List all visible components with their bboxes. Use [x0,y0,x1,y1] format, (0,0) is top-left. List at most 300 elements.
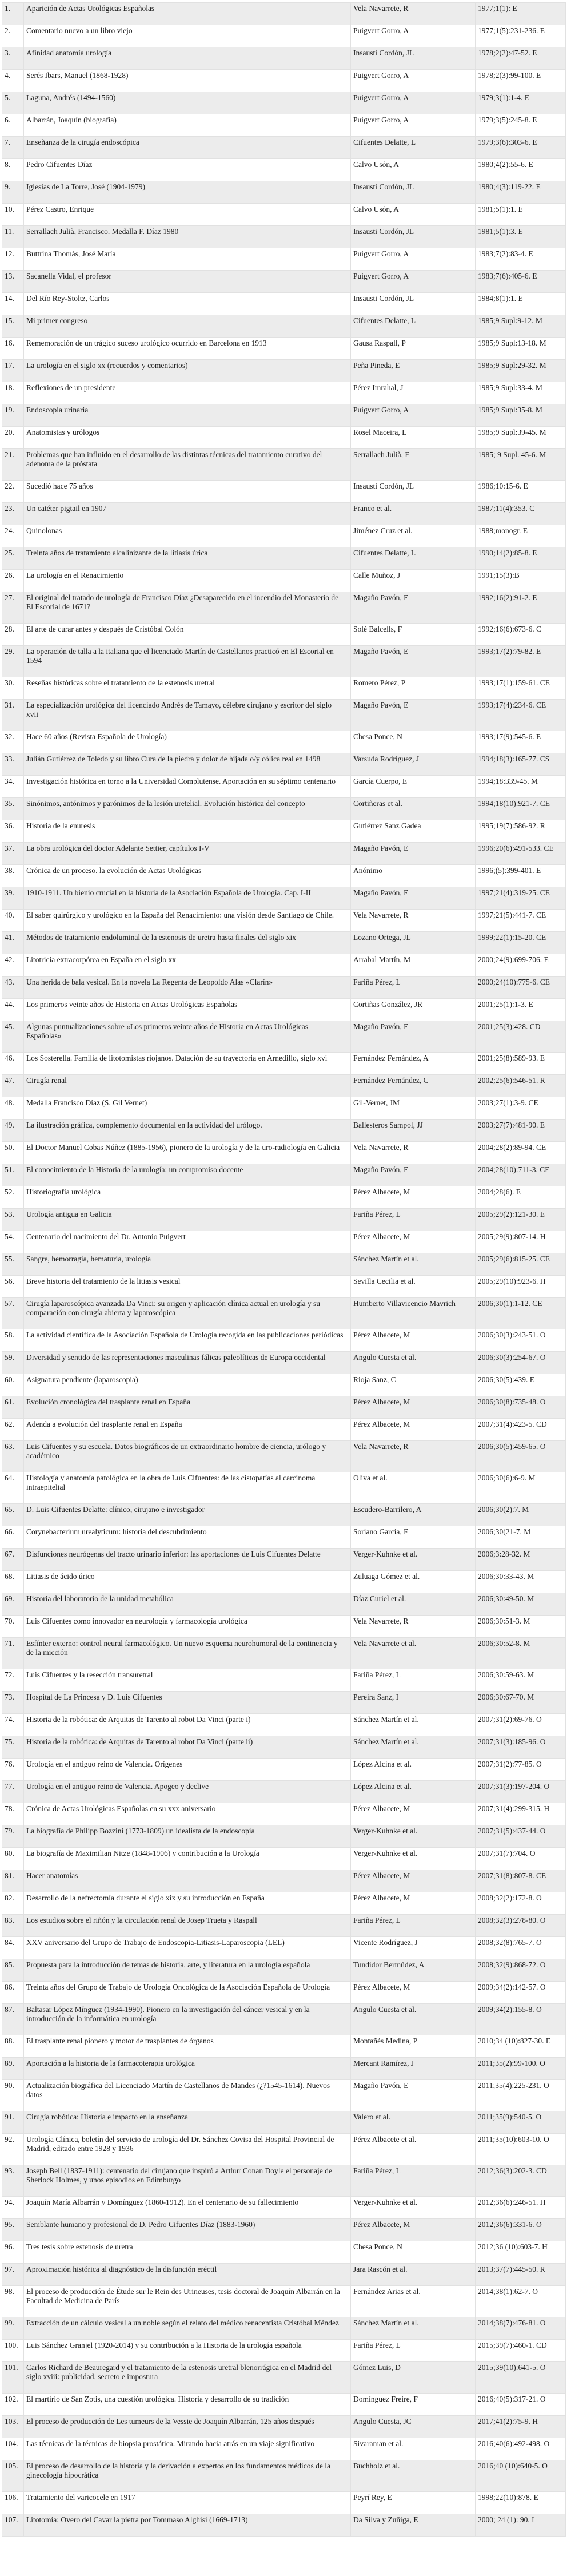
article-author: Verger-Kuhnke et al. [351,1825,476,1848]
article-title: Carlos Richard de Beauregard y el tratamiento de la estenosis uretral blenorrágica en el Madrid del siglo xviii: publicidad, secreto e impostura [24,2362,351,2394]
article-author: Arrabal Martín, M [351,954,476,977]
article-title: El Doctor Manuel Cobas Núñez (1885-1956), pionero de la urología y de la uro-radiología en Galicia [24,1142,351,1164]
row-number: 51. [2,1164,24,1186]
article-author: Ballesteros Sampol, JJ [351,1120,476,1142]
article-reference: 2012;36(3):202-3. CD [476,2165,566,2197]
article-title: Cirugía laparoscópica avanzada Da Vinci: su origen y aplicación clínica actual en urología y su comparación con cirugía abierta y laparoscópica [24,1298,351,1329]
table-row [2,2080,566,2111]
article-reference: 2008;32(8):765-7. O [476,1937,566,1959]
article-reference: 2008;32(3):278-80. O [476,1915,566,1937]
article-title: La urología en el Renacimiento [24,570,351,592]
table-row [2,865,566,887]
row-number: 24. [2,525,24,547]
table-row [2,1396,566,1419]
article-reference: 2007;31(3):185-96. O [476,1736,566,1759]
row-number: 93. [2,2165,24,2197]
article-author: Pérez Albacete, M [351,2219,476,2241]
row-number: 104. [2,2438,24,2460]
article-reference: 1996;20(6):491-533. CE [476,843,566,865]
article-author: Magaño Pavón, E [351,646,476,677]
article-reference: 1977;1(5):231-236. E [476,25,566,47]
row-number: 7. [2,137,24,159]
article-reference: 2004;28(2):89-94. CE [476,1142,566,1164]
article-title: Medalla Francisco Díaz (S. Gil Vernet) [24,1097,351,1120]
article-reference: 1978;2(3):99-100. E [476,70,566,92]
table-row [2,1669,566,1692]
article-author: Magaño Pavón, E [351,1021,476,1053]
table-row [2,1638,566,1669]
table-row [2,1504,566,1526]
row-number: 68. [2,1571,24,1593]
article-title: La urología en el siglo xx (recuerdos y comentarios) [24,360,351,382]
article-reference: 2007;31(7):704. O [476,1848,566,1870]
article-reference: 1984;8(1):1. E [476,293,566,315]
table-row [2,1231,566,1253]
row-number: 69. [2,1593,24,1616]
article-title: Urología en el antiguo reino de Valencia. Orígenes [24,1759,351,1781]
article-reference: 1991;15(3):B [476,570,566,592]
article-reference: 2006;30:51-3. M [476,1616,566,1638]
article-author: Cifuentes Delatte, L [351,315,476,338]
table-row [2,1329,566,1352]
table-row [2,731,566,753]
article-title: Buttrina Thomás, José María [24,248,351,271]
article-author: Insausti Cordón, JL [351,481,476,503]
article-reference: 1983;7(2):83-4. E [476,248,566,271]
article-reference: 2007;31(4):299-315. H [476,1803,566,1825]
row-number: 59. [2,1352,24,1374]
article-author: Pérez Albacete, M [351,1870,476,1892]
table-row [2,753,566,776]
article-reference: 1995;19(7):586-92. R [476,820,566,843]
row-number: 54. [2,1231,24,1253]
table-row [2,1298,566,1329]
table-row [2,1692,566,1714]
row-number: 9. [2,181,24,204]
table-row [2,114,566,137]
row-number: 78. [2,1803,24,1825]
row-number: 45. [2,1021,24,1053]
table-row [2,2394,566,2416]
article-title: Investigación histórica en torno a la Universidad Complutense. Aportación en su séptimo centenario [24,776,351,798]
article-reference: 2013;37(7):445-50. R [476,2264,566,2286]
article-author: Gutiérrez Sanz Gadea [351,820,476,843]
article-title: Desarrollo de la nefrectomía durante el siglo xix y su introducción en España [24,1892,351,1915]
article-title: Luis Sánchez Granjel (1920-2014) y su contribución a la Historia de la urología española [24,2340,351,2362]
article-reference: 2003;27(7):481-90. E [476,1120,566,1142]
article-author: Verger-Kuhnke et al. [351,1549,476,1571]
article-reference: 2007;31(8):807-8. CE [476,1870,566,1892]
row-number: 43. [2,977,24,999]
row-number: 47. [2,1075,24,1097]
article-title: Treinta años de tratamiento alcalinizante de la litiasis úrica [24,547,351,570]
article-author: Angulo Cuesta, JC [351,2416,476,2438]
article-author: Cortiñeras et al. [351,798,476,820]
table-row [2,798,566,820]
table-row [2,1759,566,1781]
table-row [2,1803,566,1825]
row-number: 100. [2,2340,24,2362]
article-reference: 2011;35(9):540-5. O [476,2111,566,2134]
table-row [2,843,566,865]
row-number: 6. [2,114,24,137]
row-number: 106. [2,2492,24,2514]
row-number: 102. [2,2394,24,2416]
row-number: 71. [2,1638,24,1669]
article-author: Vicente Rodríguez, J [351,1937,476,1959]
article-title: Litotricia extracorpórea en España en el siglo xx [24,954,351,977]
article-title: Sinónimos, antónimos y parónimos de la lesión uretelial. Evolución histórica del concepto [24,798,351,820]
article-author: Pérez Imrahal, J [351,382,476,404]
row-number: 33. [2,753,24,776]
article-title: Luis Cifuentes como innovador en neurología y farmacología urológica [24,1616,351,1638]
row-number: 85. [2,1959,24,1982]
article-author: Fariña Pérez, L [351,2340,476,2362]
table-row [2,25,566,47]
row-number: 44. [2,999,24,1021]
article-reference: 2006;30(5):459-65. O [476,1441,566,1472]
article-reference: 2009;34(2):142-57. O [476,1982,566,2004]
row-number: 60. [2,1374,24,1396]
article-title: El proceso de desarrollo de la historia y la derivación a expertos en los fundamentos médicos de la ginecología hipocrática [24,2460,351,2492]
row-number: 1. [2,3,24,25]
article-author: Cifuentes Delatte, L [351,547,476,570]
article-reference: 1985;9 Supl:29-32. M [476,360,566,382]
table-row [2,2197,566,2219]
article-reference: 1985;9 Supl:33-4. M [476,382,566,404]
article-reference: 1978;2(2):47-52. E [476,47,566,70]
article-reference: 1983;7(6):405-6. E [476,271,566,293]
table-row [2,954,566,977]
article-reference: 2006;30(1):1-12. CE [476,1298,566,1329]
table-row [2,570,566,592]
table-row [2,1352,566,1374]
article-author: Magaño Pavón, E [351,592,476,624]
article-reference: 2006;30(21-7. M [476,1526,566,1549]
table-row [2,1937,566,1959]
article-reference: 2002;25(6):546-51. R [476,1075,566,1097]
table-row [2,2134,566,2165]
table-row [2,1848,566,1870]
article-reference: 1985;9 Supl:13-18. M [476,338,566,360]
row-number: 67. [2,1549,24,1571]
article-reference: 2010;34 (10):827-30. E [476,2035,566,2058]
article-title: Propuesta para la introducción de temas de historia, arte, y literatura en la urología española [24,1959,351,1982]
article-reference: 1993;17(1):159-61. CE [476,677,566,700]
article-reference: 1977;1(1): E [476,3,566,25]
row-number: 82. [2,1892,24,1915]
row-number: 32. [2,731,24,753]
article-author: Vela Navarrete et al. [351,1638,476,1669]
table-row [2,2340,566,2362]
article-title: Extracción de un cálculo vesical a un noble según el relato del médico renacentista Cristóbal Méndez [24,2317,351,2340]
article-title: El trasplante renal pionero y motor de trasplantes de órganos [24,2035,351,2058]
article-author: Pérez Albacete, M [351,1396,476,1419]
row-number: 4. [2,70,24,92]
article-author: Puigvert Gorro, A [351,70,476,92]
table-row [2,2165,566,2197]
row-number: 27. [2,592,24,624]
article-author: Insausti Cordón, JL [351,293,476,315]
row-number: 98. [2,2286,24,2317]
article-title: Treinta años del Grupo de Trabajo de Urología Oncológica de la Asociación Española de Urología [24,1982,351,2004]
article-title: Urología antigua en Galicia [24,1209,351,1231]
table-row [2,1021,566,1053]
article-reference: 2007;31(2):77-85. O [476,1759,566,1781]
article-title: Diversidad y sentido de las representaciones masculinas fálicas paleolíticas de Europa occidental [24,1352,351,1374]
article-reference: 2012;36(6):246-51. H [476,2197,566,2219]
article-title: Una herida de bala vesical. En la novela La Regenta de Leopoldo Alas «Clarín» [24,977,351,999]
article-author: Pérez Albacete, M [351,1186,476,1209]
table-row [2,2035,566,2058]
table-row [2,1915,566,1937]
table-row [2,92,566,114]
article-title: Cirugía renal [24,1075,351,1097]
article-reference: 2008;32(9):868-72. O [476,1959,566,1982]
article-author: Rosel Maceira, L [351,427,476,449]
article-title: Los estudios sobre el riñón y la circulación renal de Josep Trueta y Raspall [24,1915,351,1937]
article-author: Puigvert Gorro, A [351,248,476,271]
row-number: 63. [2,1441,24,1472]
table-row [2,700,566,731]
article-title: Tratamiento del varicocele en 1917 [24,2492,351,2514]
article-reference: 1994;18(10):921-7. CE [476,798,566,820]
article-reference: 2005;29(10):923-6. H [476,1276,566,1298]
row-number: 77. [2,1781,24,1803]
article-author: Vela Navarrete, R [351,1142,476,1164]
article-title: Reflexiones de un presidente [24,382,351,404]
article-reference: 2011;35(10):603-10. O [476,2134,566,2165]
table-row [2,181,566,204]
row-number: 79. [2,1825,24,1848]
article-author: Fariña Pérez, L [351,1209,476,1231]
row-number: 10. [2,204,24,226]
row-number: 3. [2,47,24,70]
article-title: Del Río Rey-Stoltz, Carlos [24,293,351,315]
row-number: 94. [2,2197,24,2219]
table-row [2,2219,566,2241]
article-title: Serrallach Julià, Francisco. Medalla F. Díaz 1980 [24,226,351,248]
article-reference: 2017;41(2):75-9. H [476,2416,566,2438]
article-author: Magaño Pavón, E [351,1164,476,1186]
article-author: Jiménez Cruz et al. [351,525,476,547]
article-author: Humberto Villavicencio Mavrich [351,1298,476,1329]
article-author: Fariña Pérez, L [351,1915,476,1937]
row-number: 73. [2,1692,24,1714]
article-reference: 1992;16(2):91-2. E [476,592,566,624]
table-row [2,2286,566,2317]
article-reference: 2003;27(1):3-9. CE [476,1097,566,1120]
article-author: Insausti Cordón, JL [351,226,476,248]
table-row [2,70,566,92]
article-reference: 2006;30:52-8. M [476,1638,566,1669]
article-title: El arte de curar antes y después de Cristóbal Colón [24,624,351,646]
table-row [2,2004,566,2035]
table-row [2,1870,566,1892]
table-row [2,547,566,570]
article-title: 1910-1911. Un bienio crucial en la historia de la Asociación Española de Urología. Cap. I-II [24,887,351,910]
row-number: 20. [2,427,24,449]
article-author: Solé Balcells, F [351,624,476,646]
article-reference: 2007;31(5):437-44. O [476,1825,566,1848]
article-reference: 2012;36 (10):603-7. H [476,2241,566,2264]
article-title: Histología y anatomía patológica en la obra de Luis Cifuentes: de las cistopatías al carcinoma intraepitelial [24,1472,351,1504]
table-row [2,1959,566,1982]
article-author: Buchholz et al. [351,2460,476,2492]
table-row [2,2492,566,2514]
article-author: Fernández Fernández, C [351,1075,476,1097]
article-reference: 1981;5(1):1. E [476,204,566,226]
article-author: Peyrí Rey, E [351,2492,476,2514]
article-reference: 1981;5(1):3. E [476,226,566,248]
article-reference: 2009;34(2):155-8. O [476,2004,566,2035]
article-title: Pedro Cifuentes Díaz [24,159,351,181]
table-row [2,1120,566,1142]
article-author: Fernández Fernández, A [351,1053,476,1075]
article-title: Enseñanza de la cirugía endoscópica [24,137,351,159]
article-reference: 2000;24(10):775-6. CE [476,977,566,999]
article-author: Peña Pineda, E [351,360,476,382]
table-row [2,1472,566,1504]
row-number: 55. [2,1253,24,1276]
article-author: Fariña Pérez, L [351,1669,476,1692]
article-reference: 1994;18:339-45. M [476,776,566,798]
row-number: 15. [2,315,24,338]
article-title: Serés Ibars, Manuel (1868-1928) [24,70,351,92]
article-reference: 2011;35(2):99-100. O [476,2058,566,2080]
article-title: El proceso de producción de Les tumeurs de la Vessie de Joaquín Albarrán, 125 años después [24,2416,351,2438]
table-row [2,1164,566,1186]
article-title: Litiasis de ácido úrico [24,1571,351,1593]
row-number: 31. [2,700,24,731]
article-reference: 2015;39(10):641-5. O [476,2362,566,2394]
row-number: 99. [2,2317,24,2340]
article-title: Actualización biográfica del Licenciado Martín de Castellanos de Mandes (¿?1545-1614). Nuevos datos [24,2080,351,2111]
article-author: Montañés Medina, P [351,2035,476,2058]
article-author: Valero et al. [351,2111,476,2134]
row-number: 74. [2,1714,24,1736]
article-author: Serrallach Julià, F [351,449,476,481]
table-body [2,3,566,2537]
row-number: 8. [2,159,24,181]
row-number: 17. [2,360,24,382]
article-author: Sevilla Cecilia et al. [351,1276,476,1298]
row-number: 56. [2,1276,24,1298]
row-number: 50. [2,1142,24,1164]
table-row [2,677,566,700]
table-row [2,2317,566,2340]
article-author: Díaz Curiel et al. [351,1593,476,1616]
article-author: García Cuerpo, E [351,776,476,798]
article-title: Un catéter pigtail en 1907 [24,503,351,525]
article-title: Comentario nuevo a un libro viejo [24,25,351,47]
article-title: Esfínter externo: control neural farmacológico. Un nuevo esquema neurohumoral de la continencia y de la micción [24,1638,351,1669]
row-number: 26. [2,570,24,592]
row-number: 23. [2,503,24,525]
table-row [2,137,566,159]
article-author: Vela Navarrete, R [351,1616,476,1638]
row-number: 80. [2,1848,24,1870]
article-reference: 1993;17(4):234-6. CE [476,700,566,731]
article-reference: 2006;30(5):439. E [476,1374,566,1396]
article-reference: 1993;17(9):545-6. E [476,731,566,753]
table-row [2,293,566,315]
article-reference: 2006;30:49-50. M [476,1593,566,1616]
row-number: 101. [2,2362,24,2394]
article-author: Magaño Pavón, E [351,887,476,910]
article-reference: 1980;4(2):55-6. E [476,159,566,181]
article-title: La especialización urológica del licenciado Andrés de Tamayo, célebre cirujano y escritor del siglo xvii [24,700,351,731]
table-row [2,932,566,954]
table-row [2,1736,566,1759]
article-title: Joaquín María Albarrán y Domínguez (1860-1912). En el centenario de su fallecimiento [24,2197,351,2219]
table-row [2,646,566,677]
article-author: Calvo Usón, A [351,159,476,181]
article-title: Los primeros veinte años de Historia en Actas Urológicas Españolas [24,999,351,1021]
article-author: Rioja Sanz, C [351,1374,476,1396]
article-author: Puigvert Gorro, A [351,25,476,47]
row-number: 13. [2,271,24,293]
table-row [2,2514,566,2537]
article-reference: 2005;29(9):807-14. H [476,1231,566,1253]
article-title: La operación de talla a la italiana que el licenciado Martín de Castellanos practicó en El Escorial en 1594 [24,646,351,677]
article-title: Adenda a evolución del trasplante renal en España [24,1419,351,1441]
table-row [2,3,566,25]
row-number: 76. [2,1759,24,1781]
row-number: 91. [2,2111,24,2134]
article-author: Sánchez Martín et al. [351,1736,476,1759]
article-title: Laguna, Andrés (1494-1560) [24,92,351,114]
row-number: 35. [2,798,24,820]
table-row [2,427,566,449]
row-number: 97. [2,2264,24,2286]
article-title: Aportación a la historia de la farmacoterapia urológica [24,2058,351,2080]
article-reference: 2000; 24 (1): 90. I [476,2514,566,2537]
article-reference: 2016;40(5):317-21. O [476,2394,566,2416]
article-title: La ilustración gráfica, complemento documental en la actividad del urólogo. [24,1120,351,1142]
article-reference: 2007;31(2):69-76. O [476,1714,566,1736]
article-title: Asignatura pendiente (laparoscopia) [24,1374,351,1396]
row-number: 21. [2,449,24,481]
article-reference: 1979;3(6):303-6. E [476,137,566,159]
table-row [2,1714,566,1736]
table-row [2,1276,566,1298]
article-author: Fariña Pérez, L [351,2165,476,2197]
article-author: Gómez Luis, D [351,2362,476,2394]
row-number: 36. [2,820,24,843]
article-title: El martirio de San Zotis, una cuestión urológica. Historia y desarrollo de su tradición [24,2394,351,2416]
article-author: Mercant Ramírez, J [351,2058,476,2080]
article-reference: 1988;monogr. E [476,525,566,547]
article-author: Romero Pérez, P [351,677,476,700]
article-author: Magaño Pavón, E [351,843,476,865]
article-reference: 1985;9 Supl:39-45. M [476,427,566,449]
article-author: Da Silva y Zuñiga, E [351,2514,476,2537]
table-row [2,1142,566,1164]
row-number: 52. [2,1186,24,1209]
article-title: El proceso de producción de Étude sur le Rein des Urineuses, tesis doctoral de Joaquín Albarrán en la Facultad de Medicina de París [24,2286,351,2317]
article-author: Fariña Pérez, L [351,977,476,999]
row-number: 105. [2,2460,24,2492]
article-author: Vela Navarrete, R [351,910,476,932]
row-number: 28. [2,624,24,646]
table-row [2,315,566,338]
row-number: 84. [2,1937,24,1959]
article-title: La biografía de Maximilian Nitze (1848-1906) y contribución a la Urología [24,1848,351,1870]
row-number: 49. [2,1120,24,1142]
table-row [2,887,566,910]
table-row [2,1097,566,1120]
